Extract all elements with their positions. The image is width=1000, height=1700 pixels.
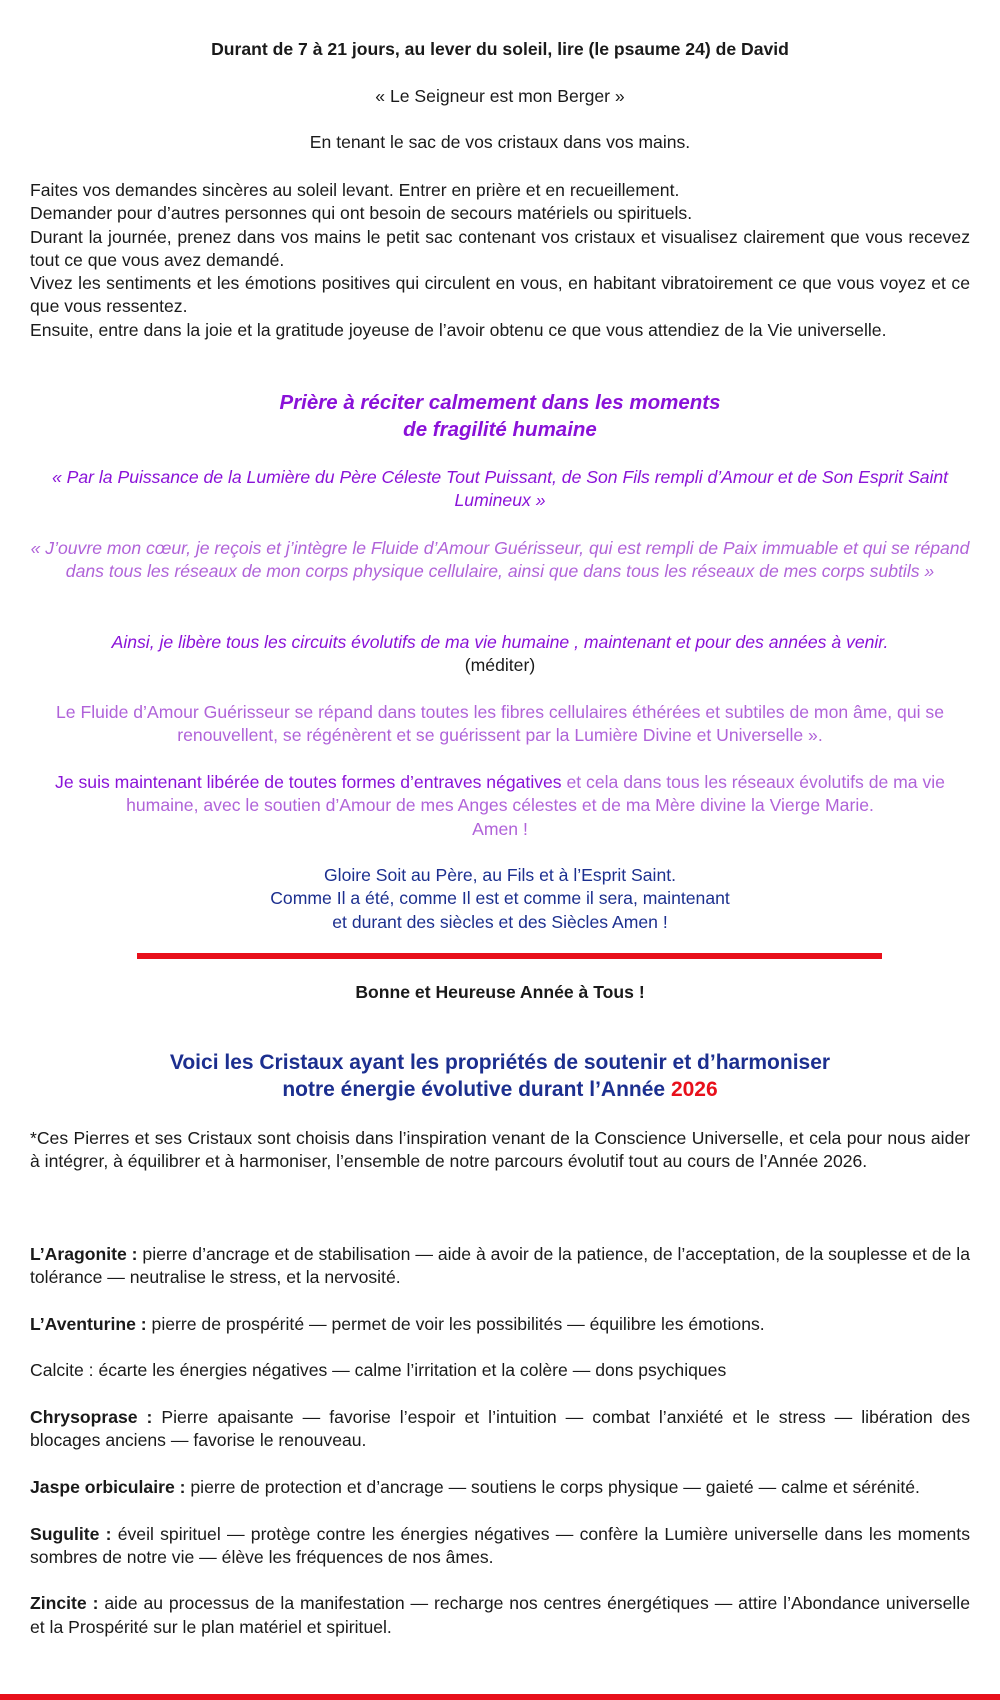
intro-line: Durant la journée, prenez dans vos mains le petit sac contenant vos cristaux et visualisez clairement que vous recevez tout ce que vous avez demandé. [30,226,970,270]
stone-item [30,1243,970,1290]
liberation-paragraph [30,771,970,841]
bottom-border [0,1694,1000,1700]
prayer-title-line: de fragilité humaine [403,417,597,441]
stone-item [30,1523,970,1570]
stones-list [30,1243,970,1662]
crystals-title [30,1049,970,1103]
stone-description: Calcite : écarte les énergies négatives — calme l’irritation et la colère — dons psychiques [30,1360,727,1381]
stone-item [30,1476,970,1499]
prayer-verse-2: « J’ouvre mon cœur, je reçois et j’intègre le Fluide d’Amour Guérisseur, qui est rempli de Paix immuable et qui se répand dans tous les réseaux de mon corps physique cellulaire, ainsi que dans tous les réseaux de mes corps subtils » [30,538,970,582]
doxology-line: Comme Il a été, comme Il est et comme il sera, maintenant [270,888,730,909]
doxology [30,864,970,934]
stone-name: Sugulite : [30,1523,112,1544]
page-title: Durant de 7 à 21 jours, au lever du soleil, lire (le psaume 24) de David [211,39,789,59]
liberation-text-dark: Je suis maintenant libérée de toutes formes d’entraves négatives [55,772,562,792]
doxology-line: et durant des siècles et des Siècles Amen ! [332,911,668,932]
stone-description: pierre de prospérité — permet de voir les possibilités — équilibre les émotions. [146,1313,765,1334]
stone-description: aide au processus de la manifestation — recharge nos centres énergétiques — attire l’Abondance universelle et la Prospérité sur le plan matériel et spirituel. [30,1593,970,1637]
year-highlight: 2026 [670,1078,718,1101]
intro-line: Faites vos demandes sincères au soleil levant. Entrer en prière et en recueillement. [30,180,680,200]
doxology-line: Gloire Soit au Père, au Fils et à l’Esprit Saint. [323,865,677,885]
prayer-verse-1: « Par la Puissance de la Lumière du Père Céleste Tout Puissant, de Son Fils rempli d’Amour et de Son Esprit Saint Lumineux » [51,467,949,511]
crystals-note: *Ces Pierres et ses Cristaux sont choisis dans l’inspiration venant de la Conscience Universelle, et cela pour nous aider à intégrer, à équilibrer et à harmoniser, l’ensemble de notre parcours évolutif tout au cours de l’Année 2026. [30,1128,970,1172]
new-year-greeting: Bonne et Heureuse Année à Tous ! [355,982,645,1002]
liberation-text-light: et cela dans tous les réseaux évolutifs de ma vie humaine, avec le soutien d’Amour de mes Anges célestes et de ma Mère divine la Vierge Marie. [126,772,945,816]
stone-item [30,1592,970,1639]
stone-description: Pierre apaisante — favorise l’espoir et l’intuition — combat l’anxiété et le stress — libération des blocages anciens — favorise le renouveau. [30,1407,971,1451]
prayer-verse-3: Ainsi, je libère tous les circuits évolutifs de ma vie humaine , maintenant et pour des années à venir. [111,632,889,652]
stone-name: Chrysoprase : [30,1407,153,1428]
stone-description: pierre d’ancrage et de stabilisation — aide à avoir de la patience, de l’acceptation, de la souplesse et de la tolérance — neutralise le stress, et la nervosité. [30,1244,970,1288]
stone-item [30,1406,970,1453]
intro-line: Demander pour d’autres personnes qui ont besoin de secours matériels ou spirituels. [30,203,693,224]
intro-line: Vivez les sentiments et les émotions positives qui circulent en vous, en habitant vibratoirement ce que vous voyez et ce que vous ressentez. [30,273,970,317]
stone-item [30,1359,970,1382]
crystals-title-line: notre énergie évolutive durant l’Année [282,1078,671,1101]
stone-name: L’Aventurine : [30,1313,147,1334]
prayer-title-line: Prière à réciter calmement dans les moments [279,391,721,414]
stone-item [30,1313,970,1336]
fluide-paragraph: Le Fluide d’Amour Guérisseur se répand dans toutes les fibres cellulaires éthérées et subtiles de mon âme, qui se renouvellent, se régénèrent et se guérissent par la Lumière Divine et Universelle ». [56,702,944,746]
instruction-text: En tenant le sac de vos cristaux dans vos mains. [309,132,691,152]
psalm-quote: « Le Seigneur est mon Berger » [375,86,625,106]
stone-description: éveil spirituel — protège contre les énergies négatives — confère la Lumière universelle dans les moments sombres de notre vie — élève les fréquences de nos âmes. [30,1523,970,1567]
crystals-title-line: Voici les Cristaux ayant les propriétés de soutenir et d’harmoniser [169,1051,831,1074]
stone-name: Jaspe orbiculaire : [30,1476,186,1497]
intro-paragraph [30,179,970,342]
stone-name: L’Aragonite : [30,1244,138,1264]
amen-text: Amen ! [472,818,528,839]
stone-description: pierre de protection et d’ancrage — soutiens le corps physique — gaieté — calme et sérénité. [185,1476,920,1497]
intro-line: Ensuite, entre dans la joie et la gratitude joyeuse de l’avoir obtenu ce que vous attendiez de la Vie universelle. [30,319,887,340]
prayer-title [30,390,970,443]
mediter-note: (méditer) [464,655,536,675]
section-divider [137,953,882,959]
stone-name: Zincite : [30,1593,99,1614]
